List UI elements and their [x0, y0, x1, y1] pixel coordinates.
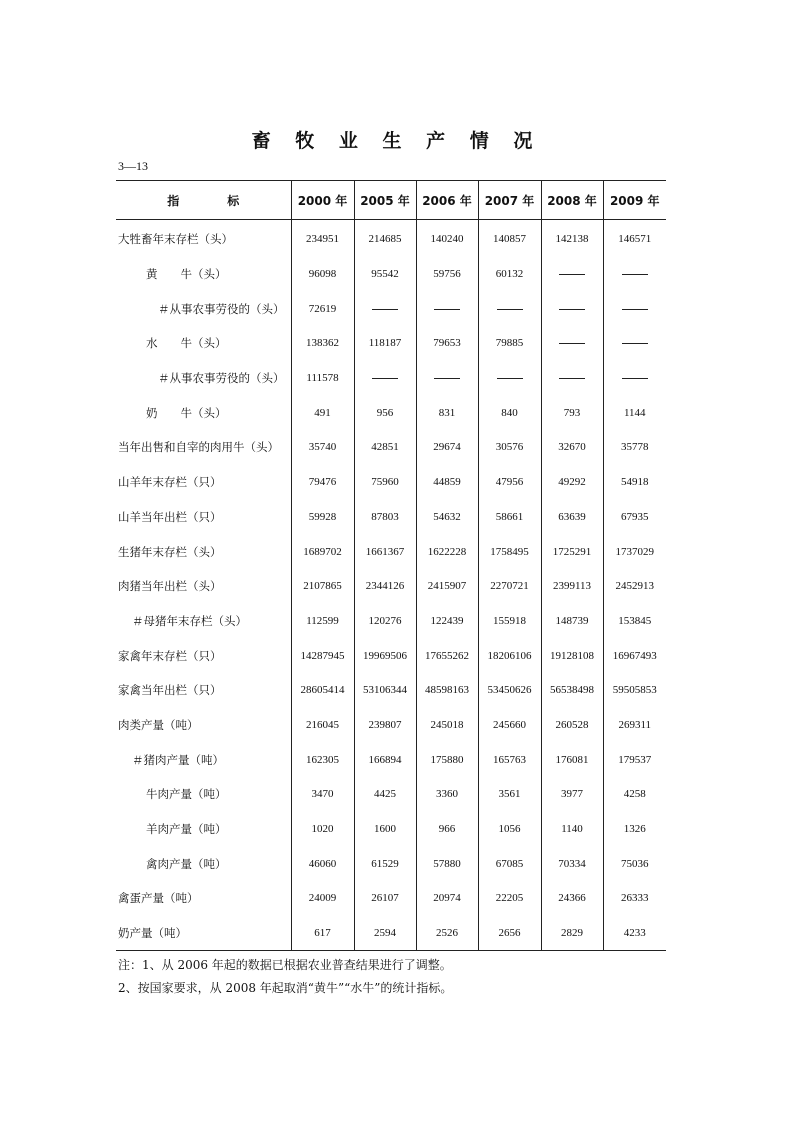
row-label: 牛肉产量（吨）: [146, 787, 227, 802]
table-cell: 54632: [416, 500, 478, 535]
table-row: [116, 326, 666, 361]
table-cell: 60132: [478, 257, 541, 292]
table-row: [116, 604, 666, 639]
table-cell: 140240: [416, 220, 478, 257]
table-row: [116, 916, 666, 951]
not-applicable-dash: [603, 257, 666, 292]
table-cell: 24366: [541, 881, 603, 916]
table-cell: 234951: [291, 220, 354, 257]
table-cell: 148739: [541, 604, 603, 639]
table-cell: 966: [416, 812, 478, 847]
table-cell: 19969506: [354, 638, 416, 673]
table-cell: 118187: [354, 326, 416, 361]
dash-mark: [372, 378, 398, 379]
table-cell: 1326: [603, 812, 666, 847]
table-cell: 95542: [354, 257, 416, 292]
row-label: 山羊年末存栏（只）: [118, 475, 222, 490]
table-cell: 2594: [354, 916, 416, 951]
table-cell: 19128108: [541, 638, 603, 673]
table-cell: 166894: [354, 742, 416, 777]
table-cell: 4233: [603, 916, 666, 951]
page-title: 畜 牧 业 生 产 情 况: [251, 130, 542, 152]
header-year: 2009 年: [603, 181, 666, 220]
table-cell: 153845: [603, 604, 666, 639]
table-row: [116, 220, 666, 257]
table-cell: 67085: [478, 846, 541, 881]
table-cell: 245018: [416, 708, 478, 743]
not-applicable-dash: [478, 291, 541, 326]
table-cell: 2415907: [416, 569, 478, 604]
table-row: [116, 881, 666, 916]
table-row: [116, 777, 666, 812]
dash-mark: [497, 309, 523, 310]
table-number: 3—13: [118, 159, 148, 173]
header-year: 2008 年: [541, 181, 603, 220]
not-applicable-dash: [603, 291, 666, 326]
table-cell: 142138: [541, 220, 603, 257]
row-label: 禽蛋产量（吨）: [118, 891, 199, 906]
table-cell: 165763: [478, 742, 541, 777]
table-cell: 35778: [603, 430, 666, 465]
not-applicable-dash: [541, 326, 603, 361]
row-label: 羊肉产量（吨）: [146, 822, 227, 837]
table-cell: 491: [291, 395, 354, 430]
table-row: [116, 465, 666, 500]
dash-mark: [559, 378, 585, 379]
table-cell: 53106344: [354, 673, 416, 708]
table-cell: 46060: [291, 846, 354, 881]
table-cell: 3360: [416, 777, 478, 812]
table-cell: 72619: [291, 291, 354, 326]
table-cell: 112599: [291, 604, 354, 639]
table-row: [116, 812, 666, 847]
table-cell: 120276: [354, 604, 416, 639]
dash-mark: [622, 274, 648, 275]
table-cell: 54918: [603, 465, 666, 500]
table-cell: 63639: [541, 500, 603, 535]
table-cell: 70334: [541, 846, 603, 881]
footnote: 2、按国家要求，从 2008 年起取消“黄牛”“水牛”的统计指标。: [118, 981, 453, 995]
table-cell: 61529: [354, 846, 416, 881]
table-cell: 16967493: [603, 638, 666, 673]
row-label: 大牲畜年末存栏（头）: [118, 232, 233, 247]
table-cell: 140857: [478, 220, 541, 257]
table-cell: 3977: [541, 777, 603, 812]
table-cell: 87803: [354, 500, 416, 535]
not-applicable-dash: [603, 326, 666, 361]
table-row: [116, 500, 666, 535]
row-label: 家禽年末存栏（只）: [118, 648, 222, 663]
dash-mark: [434, 378, 460, 379]
table-cell: 617: [291, 916, 354, 951]
header-year: 2000 年: [291, 181, 354, 220]
table-cell: 175880: [416, 742, 478, 777]
table-cell: 22205: [478, 881, 541, 916]
table-cell: 1622228: [416, 534, 478, 569]
row-label: 黄 牛（头）: [146, 267, 227, 282]
table-cell: 269311: [603, 708, 666, 743]
table-cell: 216045: [291, 708, 354, 743]
table-cell: 47956: [478, 465, 541, 500]
table-cell: 1600: [354, 812, 416, 847]
table-cell: 1140: [541, 812, 603, 847]
table-cell: 146571: [603, 220, 666, 257]
table-cell: 30576: [478, 430, 541, 465]
dash-mark: [622, 309, 648, 310]
table-cell: 2270721: [478, 569, 541, 604]
table-cell: 1725291: [541, 534, 603, 569]
not-applicable-dash: [416, 291, 478, 326]
table-cell: 176081: [541, 742, 603, 777]
table-cell: 29674: [416, 430, 478, 465]
table-cell: 17655262: [416, 638, 478, 673]
row-label: 生猪年末存栏（头）: [118, 544, 222, 559]
livestock-production-table: [116, 180, 666, 951]
row-label: 奶 牛（头）: [146, 405, 227, 420]
not-applicable-dash: [478, 361, 541, 396]
dash-mark: [559, 343, 585, 344]
table-cell: 44859: [416, 465, 478, 500]
table-cell: 57880: [416, 846, 478, 881]
table-cell: 2526: [416, 916, 478, 951]
table-cell: 1144: [603, 395, 666, 430]
table-cell: 3470: [291, 777, 354, 812]
table-row: [116, 291, 666, 326]
table-cell: 2344126: [354, 569, 416, 604]
table-cell: 3561: [478, 777, 541, 812]
table-cell: 42851: [354, 430, 416, 465]
row-label: 肉猪当年出栏（头）: [118, 579, 222, 594]
table-cell: 2452913: [603, 569, 666, 604]
table-cell: 2656: [478, 916, 541, 951]
dash-mark: [622, 378, 648, 379]
table-cell: 122439: [416, 604, 478, 639]
table-cell: 840: [478, 395, 541, 430]
table-cell: 138362: [291, 326, 354, 361]
table-cell: 831: [416, 395, 478, 430]
table-cell: 214685: [354, 220, 416, 257]
table-cell: 2399113: [541, 569, 603, 604]
row-label: 山羊当年出栏（只）: [118, 509, 222, 524]
table-cell: 59505853: [603, 673, 666, 708]
table-row: [116, 673, 666, 708]
table-cell: 4425: [354, 777, 416, 812]
table-cell: 793: [541, 395, 603, 430]
table-cell: 260528: [541, 708, 603, 743]
not-applicable-dash: [416, 361, 478, 396]
row-label: ＃从事农事劳役的（头）: [158, 301, 285, 316]
not-applicable-dash: [541, 291, 603, 326]
table-cell: 2829: [541, 916, 603, 951]
table-cell: 179537: [603, 742, 666, 777]
table-row: [116, 395, 666, 430]
table-cell: 53450626: [478, 673, 541, 708]
table-cell: 24009: [291, 881, 354, 916]
table-row: [116, 257, 666, 292]
table-cell: 18206106: [478, 638, 541, 673]
table-cell: 1689702: [291, 534, 354, 569]
table-cell: 956: [354, 395, 416, 430]
table-cell: 155918: [478, 604, 541, 639]
table-cell: 79653: [416, 326, 478, 361]
table-cell: 1020: [291, 812, 354, 847]
table-cell: 56538498: [541, 673, 603, 708]
table-cell: 245660: [478, 708, 541, 743]
table-cell: 35740: [291, 430, 354, 465]
row-label: ＃猪肉产量（吨）: [132, 752, 224, 767]
table-cell: 1737029: [603, 534, 666, 569]
table-cell: 32670: [541, 430, 603, 465]
table-cell: 59928: [291, 500, 354, 535]
table-cell: 1661367: [354, 534, 416, 569]
not-applicable-dash: [354, 291, 416, 326]
table-row: [116, 708, 666, 743]
table-cell: 239807: [354, 708, 416, 743]
table-cell: 162305: [291, 742, 354, 777]
footnotes: [118, 954, 452, 1000]
table-cell: 26107: [354, 881, 416, 916]
table-cell: 14287945: [291, 638, 354, 673]
footnote: 注：1、从 2006 年起的数据已根据农业普查结果进行了调整。: [118, 958, 452, 972]
table-cell: 79885: [478, 326, 541, 361]
table-row: [116, 569, 666, 604]
table-cell: 1758495: [478, 534, 541, 569]
table-cell: 28605414: [291, 673, 354, 708]
dash-mark: [622, 343, 648, 344]
table-cell: 59756: [416, 257, 478, 292]
dash-mark: [372, 309, 398, 310]
table-cell: 75960: [354, 465, 416, 500]
not-applicable-dash: [541, 361, 603, 396]
table-cell: 20974: [416, 881, 478, 916]
table-cell: 26333: [603, 881, 666, 916]
row-label: 家禽当年出栏（只）: [118, 683, 222, 698]
row-label: ＃从事农事劳役的（头）: [158, 371, 285, 386]
row-label: 肉类产量（吨）: [118, 717, 199, 732]
dash-mark: [497, 378, 523, 379]
table-cell: 67935: [603, 500, 666, 535]
table-row: [116, 361, 666, 396]
table-header-row: [116, 181, 666, 220]
table-row: [116, 846, 666, 881]
row-label: ＃母猪年末存栏（头）: [132, 613, 247, 628]
table-cell: 4258: [603, 777, 666, 812]
table-cell: 111578: [291, 361, 354, 396]
row-label: 当年出售和自宰的肉用牛（头）: [118, 440, 279, 455]
row-label: 水 牛（头）: [146, 336, 227, 351]
table-row: [116, 534, 666, 569]
not-applicable-dash: [354, 361, 416, 396]
table-cell: 1056: [478, 812, 541, 847]
header-year: 2006 年: [416, 181, 478, 220]
row-label: 禽肉产量（吨）: [146, 856, 227, 871]
dash-mark: [559, 274, 585, 275]
table-cell: 96098: [291, 257, 354, 292]
table-body: [116, 220, 666, 951]
header-year: 2007 年: [478, 181, 541, 220]
table-row: [116, 638, 666, 673]
table-cell: 2107865: [291, 569, 354, 604]
not-applicable-dash: [603, 361, 666, 396]
table-row: [116, 430, 666, 465]
dash-mark: [434, 309, 460, 310]
dash-mark: [559, 309, 585, 310]
table-cell: 75036: [603, 846, 666, 881]
table-cell: 79476: [291, 465, 354, 500]
table-cell: 58661: [478, 500, 541, 535]
header-year: 2005 年: [354, 181, 416, 220]
not-applicable-dash: [541, 257, 603, 292]
header-indicator: 指 标: [116, 181, 291, 220]
table-cell: 48598163: [416, 673, 478, 708]
table-row: [116, 742, 666, 777]
table-cell: 49292: [541, 465, 603, 500]
row-label: 奶产量（吨）: [116, 916, 291, 951]
